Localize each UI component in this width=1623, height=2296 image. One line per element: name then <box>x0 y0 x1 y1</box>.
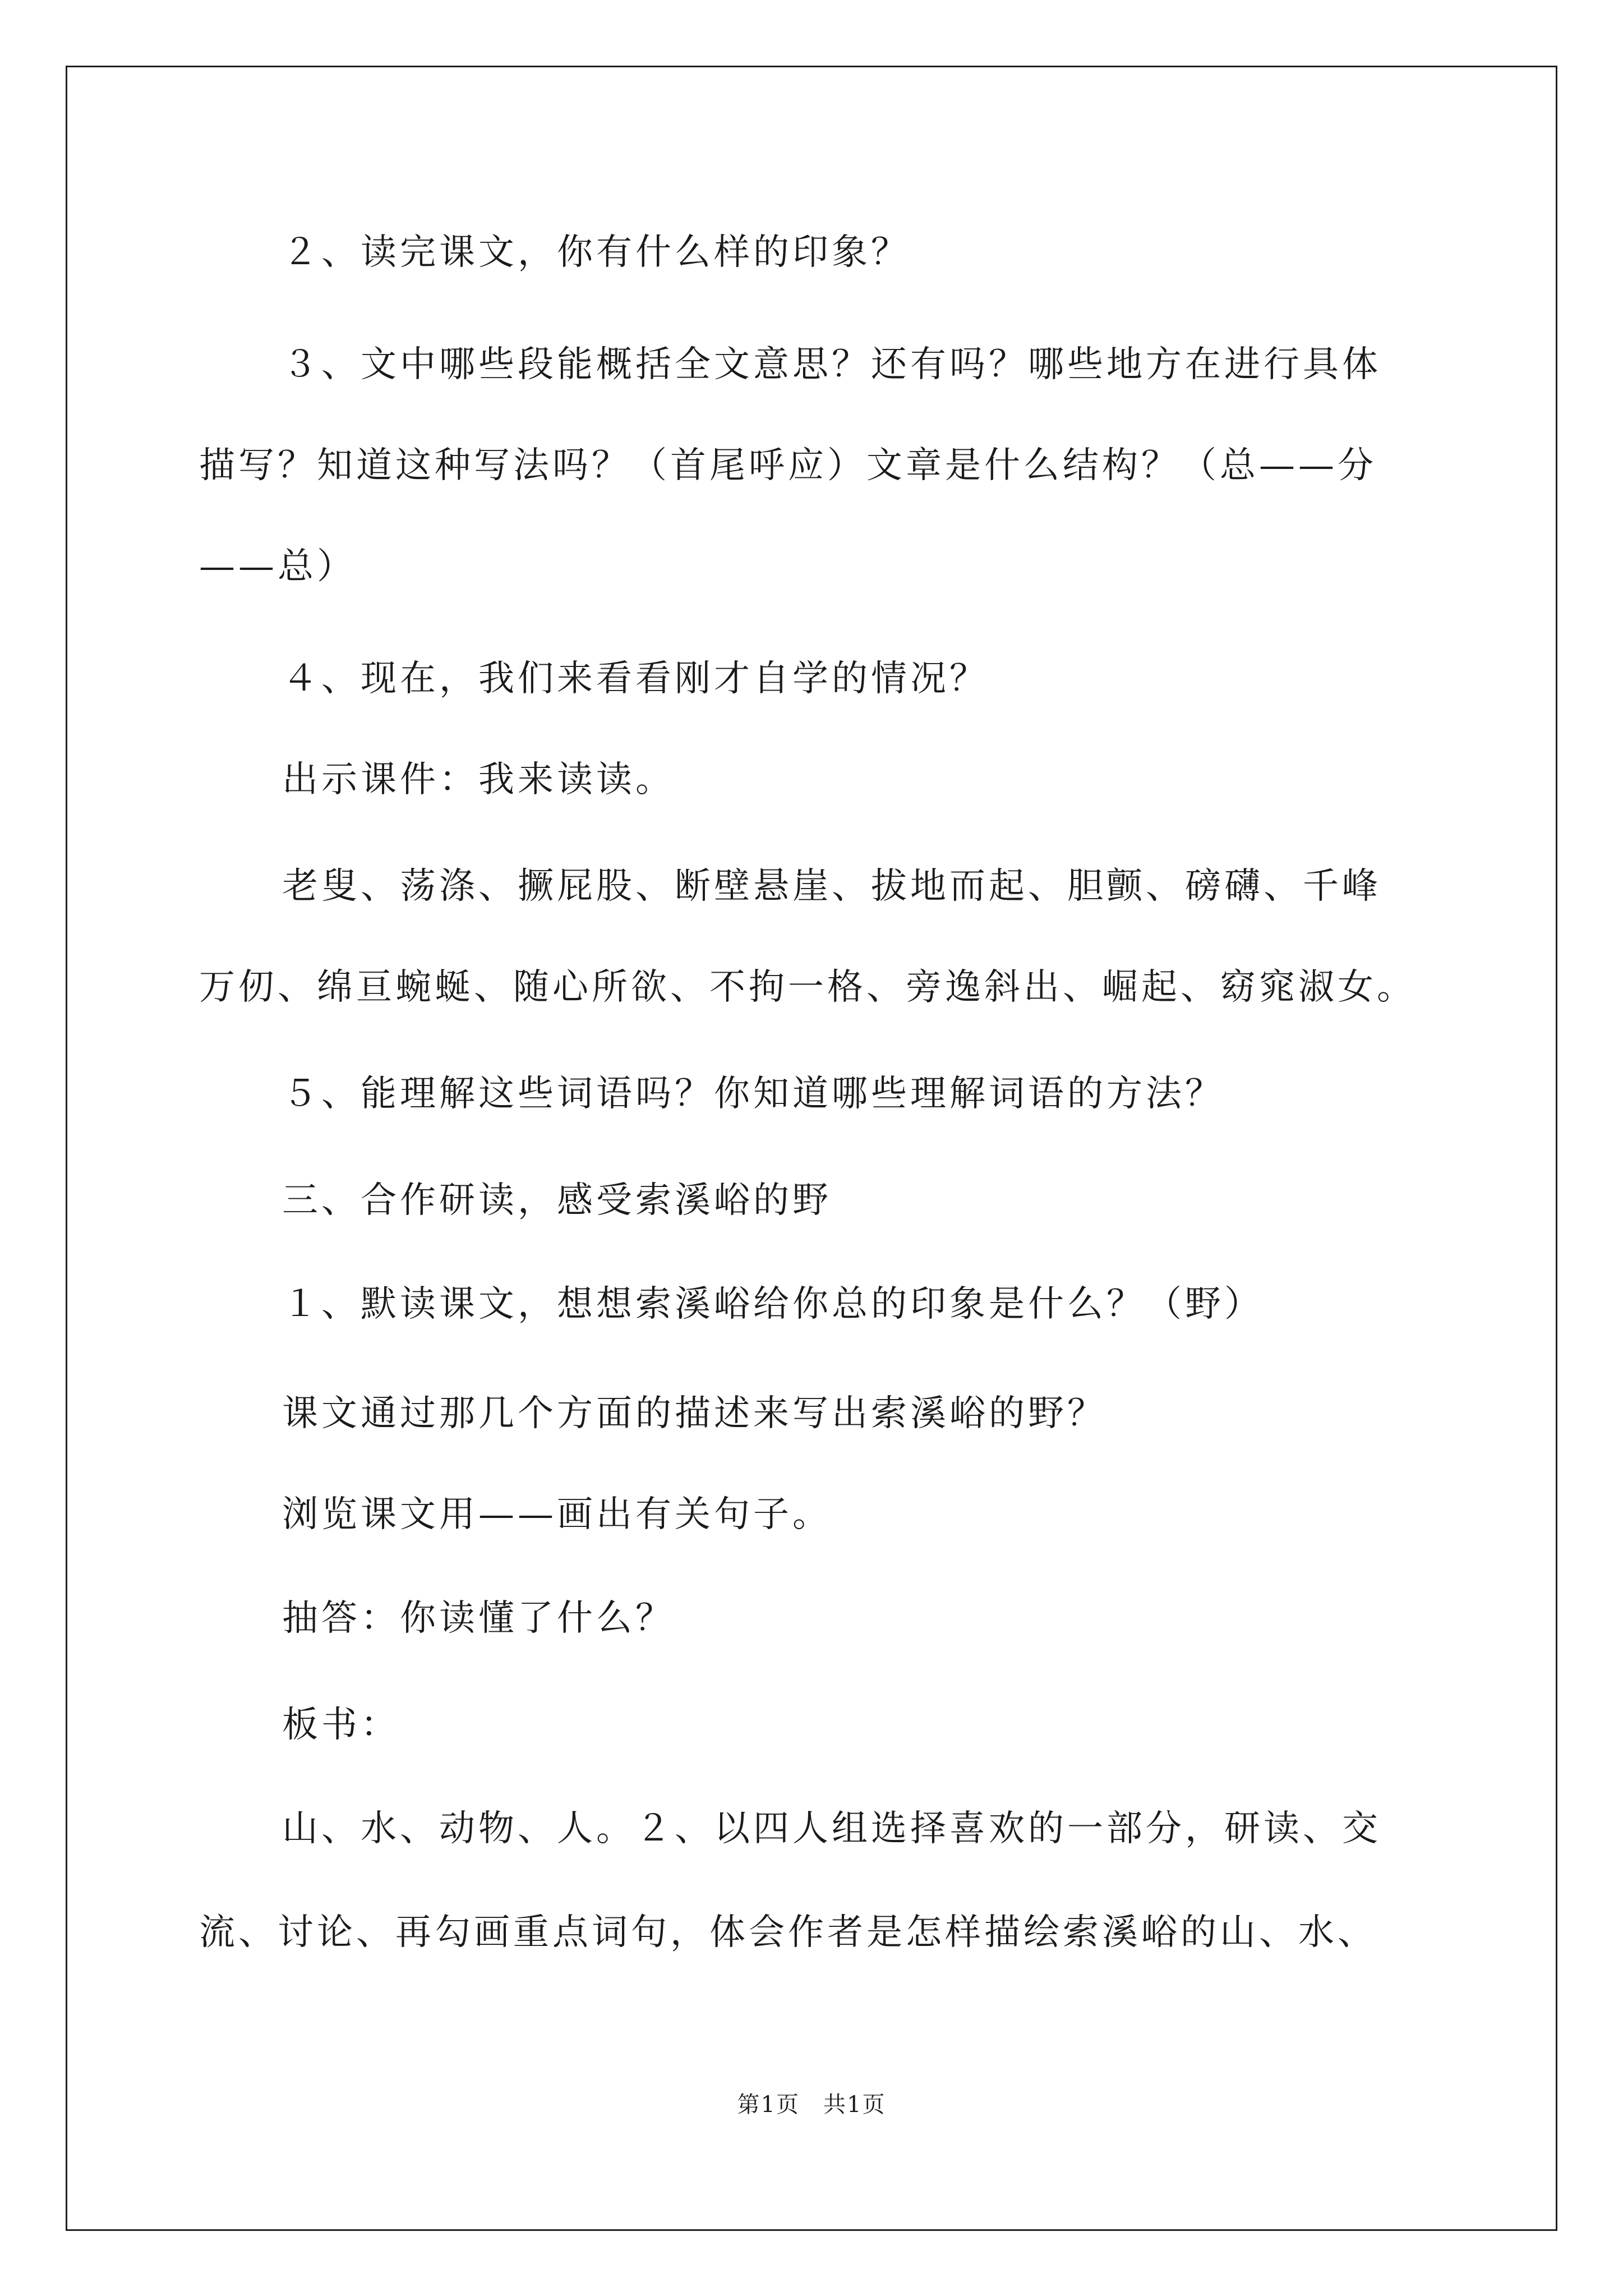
paragraph-line: 老叟、荡涤、撅屁股、断壁悬崖、拔地而起、胆颤、磅礴、千峰 <box>282 866 1381 907</box>
paragraph-line: 描写？知道这种写法吗？（首尾呼应）文章是什么结构？（总——分 <box>199 445 1377 486</box>
paragraph-line: 板书： <box>282 1704 400 1746</box>
paragraph-line: 山、水、动物、人。２、以四人组选择喜欢的一部分，研读、交 <box>282 1808 1381 1849</box>
paragraph-line: １、默读课文，想想索溪峪给你总的印象是什么？（野） <box>282 1283 1264 1325</box>
paragraph-line: ５、能理解这些词语吗？你知道哪些理解词语的方法？ <box>282 1073 1224 1115</box>
page-number: 第1页 共1页 <box>737 2092 886 2118</box>
paragraph-line: 三、合作研读，感受索溪峪的野 <box>282 1180 832 1221</box>
paragraph-line: 万仞、绵亘蜿蜒、随心所欲、不拘一格、旁逸斜出、崛起、窈窕淑女。 <box>199 967 1416 1008</box>
paragraph-line: 课文通过那几个方面的描述来写出索溪峪的野？ <box>282 1393 1106 1434</box>
paragraph-line: ３、文中哪些段能概括全文意思？还有吗？哪些地方在进行具体 <box>282 344 1381 385</box>
paragraph-line: 流、讨论、再勾画重点词句，体会作者是怎样描绘索溪峪的山、水、 <box>199 1912 1377 1953</box>
paragraph-line: 抽答：你读懂了什么？ <box>282 1598 675 1639</box>
paragraph-line: 出示课件：我来读读。 <box>282 759 675 800</box>
paragraph-line: ——总） <box>199 546 356 587</box>
paragraph-line: ２、读完课文，你有什么样的印象？ <box>282 232 910 273</box>
page-border <box>66 66 1557 2231</box>
paragraph-line: ４、现在，我们来看看刚才自学的情况？ <box>282 658 989 700</box>
paragraph-line: 浏览课文用——画出有关句子。 <box>282 1494 832 1535</box>
